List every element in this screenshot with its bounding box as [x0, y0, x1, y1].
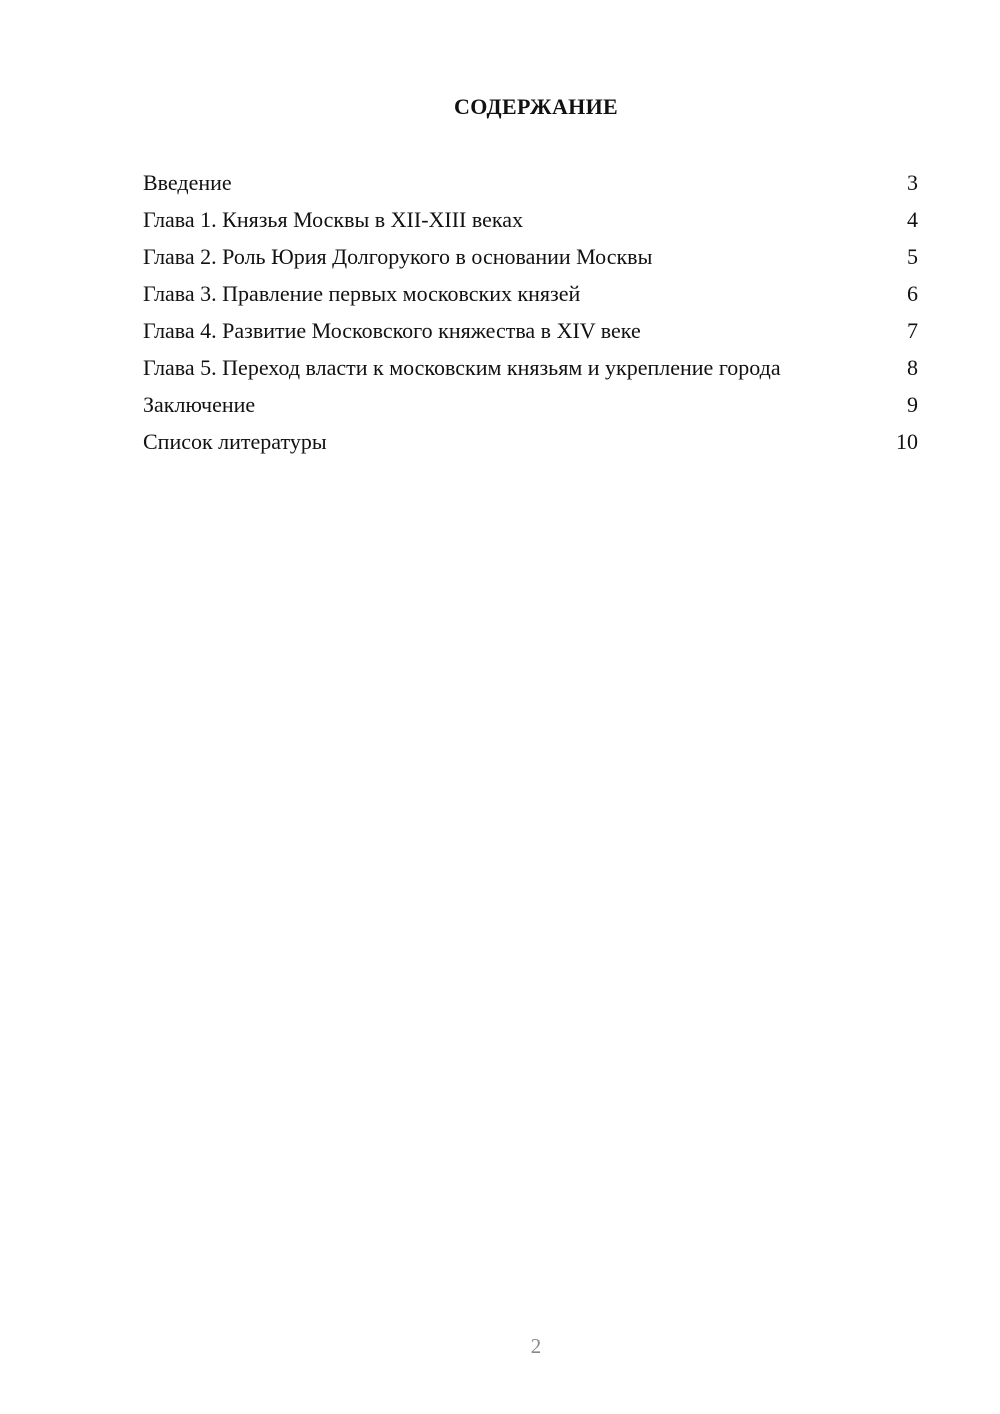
toc-title: СОДЕРЖАНИЕ — [454, 94, 618, 119]
toc-entry-introduction — [143, 169, 920, 196]
toc-entry-label: Глава 2. Роль Юрия Долгорукого в основании Москвы — [143, 244, 653, 269]
toc-entry-label: Заключение — [143, 392, 256, 417]
toc-entry-page: 5 — [907, 244, 918, 269]
toc-entry-page: 4 — [907, 207, 918, 232]
toc-entry-label: Введение — [143, 170, 232, 195]
toc-entry-page: 10 — [896, 429, 918, 454]
toc-entry-label: Список литературы — [143, 429, 327, 454]
table-of-contents — [143, 169, 920, 465]
toc-entry-chapter-2 — [143, 243, 920, 270]
page-number: 2 — [530, 1334, 542, 1358]
toc-entry-label: Глава 1. Князья Москвы в XII-XIII веках — [143, 207, 524, 232]
toc-entry-bibliography — [143, 428, 920, 455]
toc-entry-label: Глава 5. Переход власти к московским князьям и укрепление города — [143, 355, 781, 380]
toc-entry-page: 3 — [907, 170, 918, 195]
toc-entry-chapter-1 — [143, 206, 920, 233]
toc-entry-label: Глава 4. Развитие Московского княжества в XIV веке — [143, 318, 641, 343]
toc-entry-page: 8 — [907, 355, 918, 380]
toc-entry-conclusion — [143, 391, 920, 418]
toc-entry-chapter-4 — [143, 317, 920, 344]
toc-entry-page: 9 — [907, 392, 918, 417]
toc-entry-chapter-3 — [143, 280, 920, 307]
toc-entry-page: 6 — [907, 281, 918, 306]
toc-entry-label: Глава 3. Правление первых московских князей — [143, 281, 581, 306]
toc-entry-page: 7 — [907, 318, 918, 343]
toc-entry-chapter-5 — [143, 354, 920, 381]
